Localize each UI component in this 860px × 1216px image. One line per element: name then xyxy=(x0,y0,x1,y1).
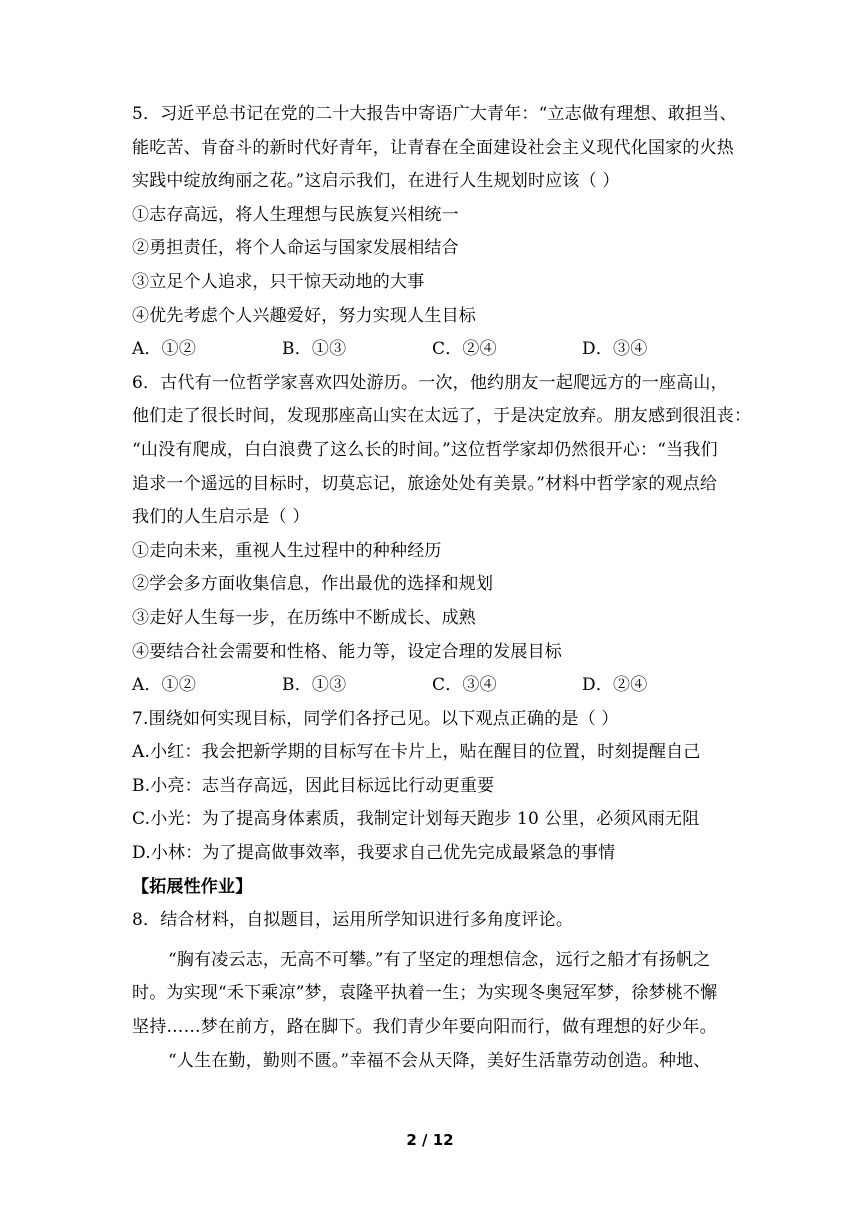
question-5-option-a: A．①② xyxy=(132,339,197,360)
question-6-stem-line-2: 他们走了很长时间，发现那座高山实在太远了，于是决定放弃。朋友感到很沮丧： xyxy=(132,406,752,427)
section-heading: 【拓展性作业】 xyxy=(132,876,253,897)
question-6-stem-line-5: 我们的人生启示是（ ） xyxy=(132,507,310,528)
question-5-item-1: ①志存高远，将人生理想与民族复兴相统一 xyxy=(132,204,459,225)
question-6-item-3: ③走好人生每一步，在历练中不断成长、成熟 xyxy=(132,607,476,628)
question-5-stem-line-2: 能吃苦、肯奋斗的新时代好青年，让青春在全面建设社会主义现代化国家的火热 xyxy=(132,137,734,158)
question-8-para-1-line-3: 坚持……梦在前方，路在脚下。我们青少年要向阳而行，做有理想的好少年。 xyxy=(132,1017,717,1038)
question-6-item-2: ②学会多方面收集信息，作出最优的选择和规划 xyxy=(132,574,494,595)
question-6-stem-line-1: 6．古代有一位哲学家喜欢四处游历。一次，他约朋友一起爬远方的一座高山， xyxy=(132,372,728,393)
question-8-para-1-line-1: “胸有凌云志，无高不可攀。”有了坚定的理想信念，远行之船才有扬帆之 xyxy=(168,949,711,970)
question-8-stem: 8．结合材料，自拟题目，运用所学知识进行多角度评论。 xyxy=(132,910,574,931)
question-5-item-3: ③立足个人追求，只干惊天动地的大事 xyxy=(132,271,425,292)
page-number: 2 / 12 xyxy=(406,1131,454,1149)
question-5-options xyxy=(132,333,732,367)
question-7-stem: 7.围绕如何实现目标，同学们各抒己见。以下观点正确的是（ ） xyxy=(132,708,619,729)
question-6-stem-line-3: “山没有爬成，白白浪费了这么长的时间。”这位哲学家却仍然很开心：“当我们 xyxy=(132,439,718,460)
question-7-choice-d: D.小林：为了提高做事效率，我要求自己优先完成最紧急的事情 xyxy=(132,843,616,864)
question-6-option-c: C．③④ xyxy=(432,675,497,696)
question-6-item-1: ①走向未来，重视人生过程中的种种经历 xyxy=(132,540,442,561)
question-5-stem-line-3: 实践中绽放绚丽之花。”这启示我们，在进行人生规划时应该（ ） xyxy=(132,171,620,192)
question-5 xyxy=(132,98,737,367)
question-6-option-b: B．①③ xyxy=(282,675,347,696)
question-6-option-d: D．②④ xyxy=(582,675,648,696)
question-5-option-d: D．③④ xyxy=(582,339,648,360)
question-8-para-1-line-2: 时。为实现“禾下乘凉”梦，袁隆平执着一生；为实现冬奥冠军梦，徐梦桃不懈 xyxy=(132,983,718,1004)
question-7-choice-b: B.小亮：志当存高远，因此目标远比行动更重要 xyxy=(132,775,495,796)
question-7-choice-a: A.小红：我会把新学期的目标写在卡片上，贴在醒目的位置，时刻提醒自己 xyxy=(132,742,701,763)
question-7 xyxy=(132,703,732,871)
question-7-choice-c: C.小光：为了提高身体素质，我制定计划每天跑步 10 公里，必须风雨无阻 xyxy=(132,809,700,830)
question-5-stem-line-1: 5．习近平总书记在党的二十大报告中寄语广大青年：“立志做有理想、敢担当、 xyxy=(132,104,737,124)
question-6-options xyxy=(132,669,732,703)
question-5-option-b: B．①③ xyxy=(282,339,347,360)
question-6 xyxy=(132,367,752,703)
question-6-option-a: A．①② xyxy=(132,675,197,696)
question-5-item-4: ④优先考虑个人兴趣爱好，努力实现人生目标 xyxy=(132,305,476,326)
question-8 xyxy=(132,904,732,1078)
question-6-stem-line-4: 追求一个遥远的目标时，切莫忘记，旅途处处有美景。”材料中哲学家的观点给 xyxy=(132,473,718,494)
question-5-item-2: ②勇担责任，将个人命运与国家发展相结合 xyxy=(132,238,459,259)
page-content xyxy=(132,98,752,1078)
question-6-item-4: ④要结合社会需要和性格、能力等，设定合理的发展目标 xyxy=(132,641,562,662)
question-5-option-c: C．②④ xyxy=(432,339,497,360)
question-8-para-2-line-1: “人生在勤，勤则不匮。”幸福不会从天降，美好生活靠劳动创造。种地、 xyxy=(168,1050,711,1071)
